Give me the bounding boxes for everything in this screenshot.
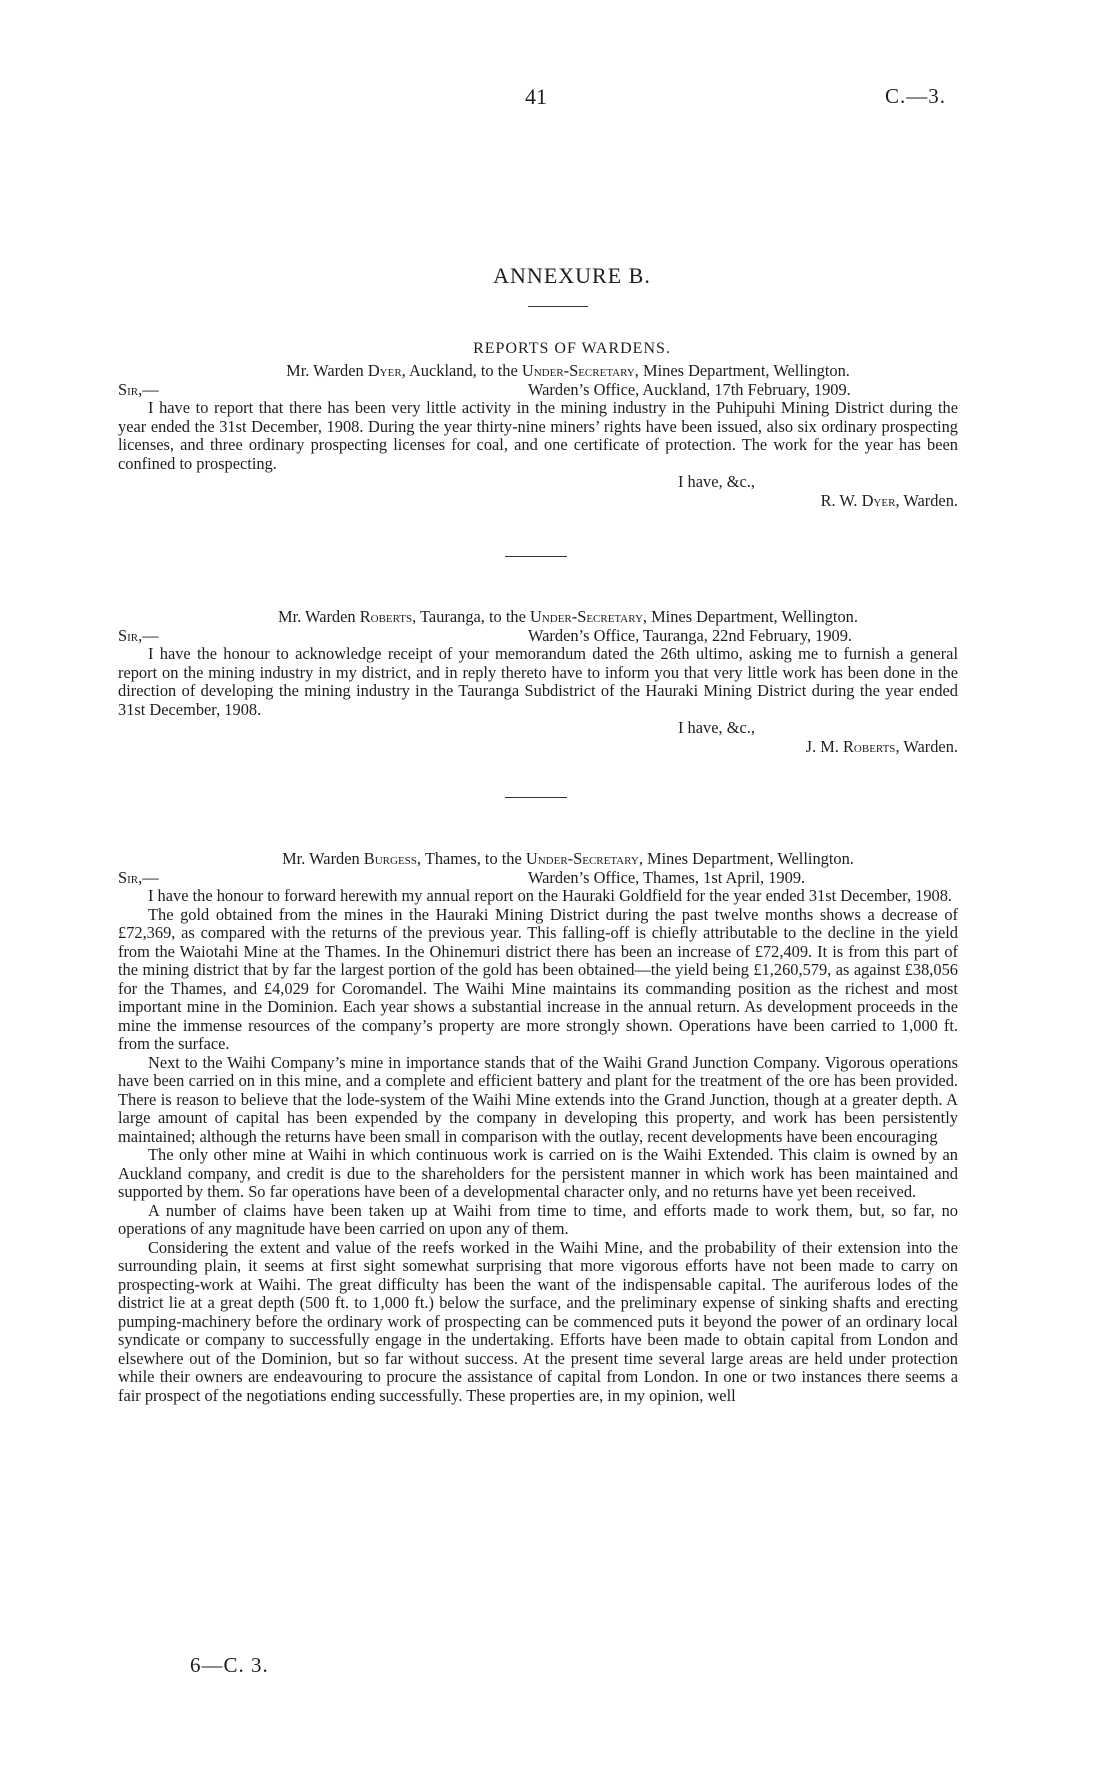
report-paragraph: The gold obtained from the mines in the Hauraki Mining District during the past twelve months shows a decrease of £72,369, as compared with the returns of the previous year. This falling-off is chiefly attributable to the decline in the yield from the Waiotahi Mine at the Thames. In the Ohinemuri district there has been an increase of £72,409. It is from this part of the mining district that by far the largest portion of the gold has been obtained—the yield being £1,260,579, as against £38,056 for the Thames, and £4,029 for Coromandel. The Waihi Mine maintains its commanding position as the richest and most important mine in the Dominion. Each year shows a substantial increase in the annual return. As development proceeds in the mine the immense resources of the company’s property are more strongly shown. Operations have been carried to 1,000 ft. from the surface. xyxy=(118,904,958,1053)
addressee: Under-Secretary xyxy=(529,607,643,626)
warden-name: Dyer xyxy=(367,361,402,380)
salutation: Sir,— xyxy=(118,379,159,399)
report-roberts xyxy=(118,608,958,756)
report-header: Mr. Warden Roberts, Tauranga, to the Under-Secretary, Mines Department, Wellington. xyxy=(278,607,858,626)
title-rule xyxy=(528,306,588,307)
report-paragraph: Considering the extent and value of the reefs worked in the Waihi Mine, and the probability of their extension into the surrounding plain, it seems at first sight somewhat surprising that more vigorous efforts have not been made to carry on prospecting-work at Waihi. The great difficulty has been the want of the indispensable capital. The auriferous lodes of the district lie at a great depth (500 ft. to 1,000 ft.) below the surface, and the preliminary expense of sinking shafts and erecting pumping-machinery before the ordinary work of prospecting can be commenced puts it beyond the power of an ordinary local syndicate or company to successfully engage in the undertaking. Efforts have been made to obtain capital from London and elsewhere out of the Dominion, but so far without success. At the present time several large areas are held under protection while their owners are endeavouring to procure the assistance of capital from London. In one or two instances there seems a fair prospect of the negotiations ending successfully. These properties are, in my opinion, well xyxy=(118,1237,958,1405)
report-paragraph: The only other mine at Waihi in which continuous work is carried on is the Waihi Extended. This claim is owned by an Auckland company, and credit is due to the shareholders for the persistent manner in which work has been maintained and supported by them. So far operations have been of a developmental character only, and no returns have yet been received. xyxy=(118,1145,958,1201)
document-code: C.—3. xyxy=(885,84,947,108)
dateline: Warden’s Office, Thames, 1st April, 1909. xyxy=(528,867,806,887)
report-header: Mr. Warden Dyer, Auckland, to the Under-Secretary, Mines Department, Wellington. xyxy=(286,361,850,380)
section-rule xyxy=(505,556,567,557)
report-burgess xyxy=(118,850,958,1405)
report-paragraph: Next to the Waihi Company’s mine in importance stands that of the Waihi Grand Junction Company. Vigorous operations have been carried on in this mine, and a complete and efficient battery and plant for the treatment of the ore has been provided. There is reason to believe that the lode-system of the Waihi Mine extends into the Grand Junction, though at a greater depth. A large amount of capital has been expended by the company in developing this property, and work has been persistently maintained; although the returns have been small in comparison with the outlay, recent developments have been encouraging xyxy=(118,1052,958,1146)
report-header: Mr. Warden Burgess, Thames, to the Under-Secretary, Mines Department, Wellington. xyxy=(282,849,854,868)
warden-name: Burgess xyxy=(363,849,417,868)
signature: J. M. Roberts, Warden. xyxy=(805,736,958,756)
dateline: Warden’s Office, Tauranga, 22nd February, 1909. xyxy=(528,625,853,645)
annexure-title: ANNEXURE B. xyxy=(493,263,651,288)
addressee: Under-Secretary xyxy=(521,361,635,380)
dateline: Warden’s Office, Auckland, 17th February, 1909. xyxy=(528,379,851,399)
section-heading: REPORTS OF WARDENS. xyxy=(473,340,671,357)
report-paragraph: I have to report that there has been very little activity in the mining industry in the Puhipuhi Mining District during the year ended the 31st December, 1908. During the year thirty-nine miners’ rights have been issued, also six ordinary prospecting licenses, and three ordinary prospecting licenses for coal, and one certificate of protection. The work for the year has been confined to prospecting. xyxy=(118,398,958,473)
addressee: Under-Secretary xyxy=(525,849,639,868)
closing: I have, &c., xyxy=(678,472,755,491)
report-paragraph: I have the honour to forward herewith my annual report on the Hauraki Goldfield for the year ended 31st December, 1908. xyxy=(148,886,953,905)
report-paragraph: I have the honour to acknowledge receipt of your memorandum dated the 26th ultimo, asking me to furnish a general report on the mining industry in my district, and in reply thereto have to inform you that very little work has been done in the direction of developing the mining industry in the Tauranga Subdistrict of the Hauraki Mining District during the year ended 31st December, 1908. xyxy=(118,644,958,719)
footer-signature-mark: 6—C. 3. xyxy=(190,1653,269,1677)
warden-name: Roberts xyxy=(359,607,413,626)
report-paragraph: A number of claims have been taken up at Waihi from time to time, and efforts made to work them, but, so far, no operations of any magnitude have been carried on upon any of them. xyxy=(118,1200,958,1238)
salutation: Sir,— xyxy=(118,867,159,887)
section-rule xyxy=(505,797,567,798)
report-dyer xyxy=(118,362,958,510)
salutation: Sir,— xyxy=(118,625,159,645)
page-number: 41 xyxy=(525,84,547,109)
closing: I have, &c., xyxy=(678,718,755,737)
signature: R. W. Dyer, Warden. xyxy=(820,490,958,510)
